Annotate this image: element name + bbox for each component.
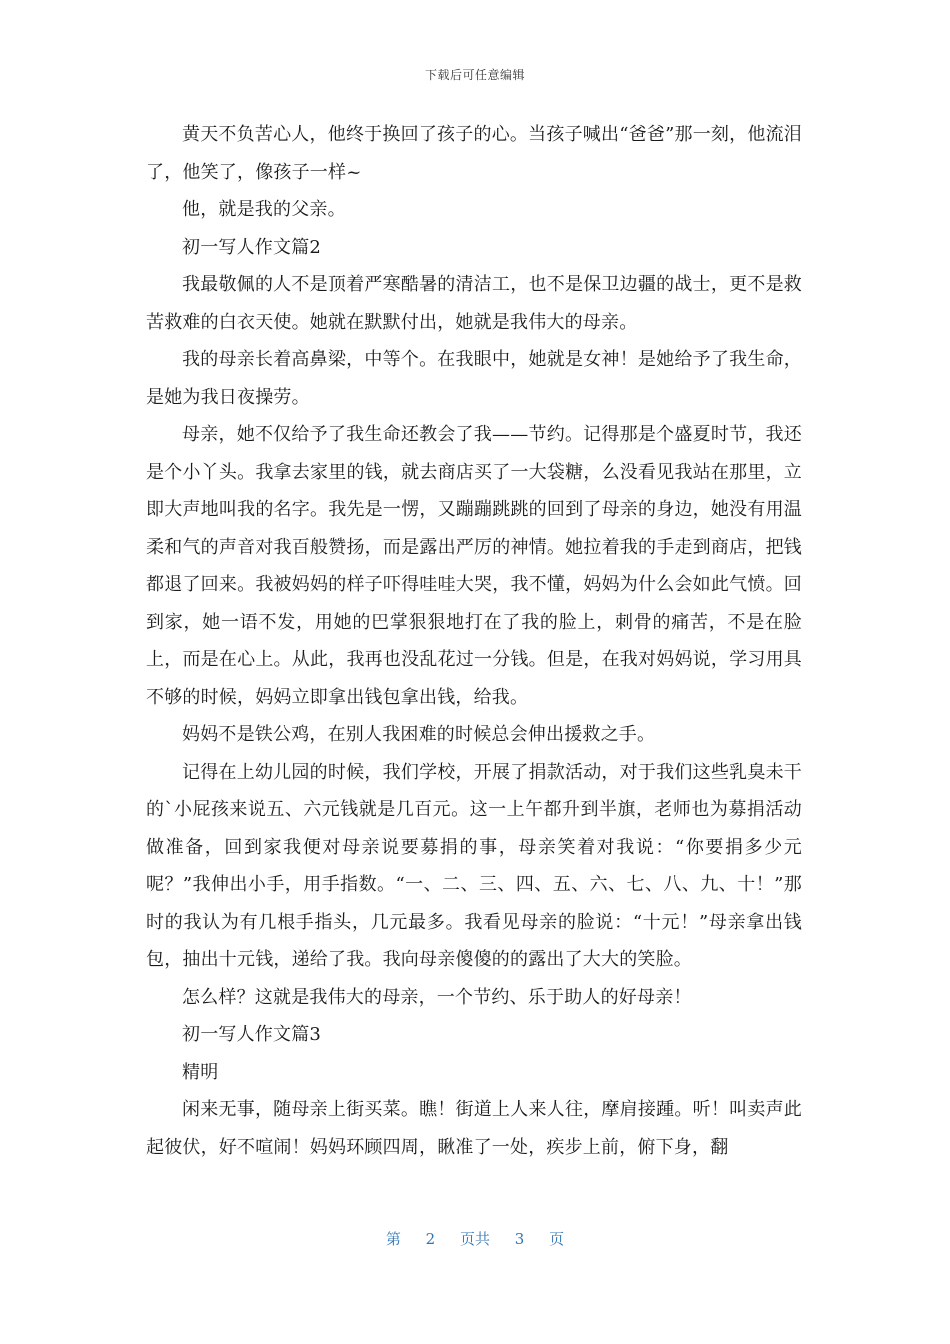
total-pages-number: 3: [514, 1230, 525, 1248]
essay-title: 精明: [182, 1061, 219, 1083]
section-heading-2: 初一写人作文篇2: [182, 236, 322, 258]
section-heading-3: 初一写人作文篇3: [182, 1024, 322, 1045]
document-body: [146, 116, 802, 1166]
page-label-prefix: 第: [385, 1230, 401, 1248]
page-header: 下载后可任意编辑: [424, 68, 525, 82]
paragraph-2: 他，就是我的父亲。: [182, 199, 346, 220]
paragraph-7: 记得在上幼儿园的时候，我们学校，开展了捐款活动，对于我们这些乳臭未干的`小屁孩来说五、六元钱就是几百元。这一上午都升到半旗，老师也为募捐活动做准备，回到家我便对母亲说要募捐的事，母亲笑着对我说：“你要捐多少元呢？”我伸出小手，用手指数。“一、二、三、四、五、六、七、八、九、十！”那时的我认为有几根手指头，几元最多。我看见母亲的脸说：“十元！”母亲拿出钱包，抽出十元钱，递给了我。我向母亲傻傻的的露出了大大的笑脸。: [146, 761, 802, 970]
paragraph-5: 母亲，她不仅给予了我生命还教会了我——节约。记得那是个盛夏时节，我还是个小丫头。我拿去家里的钱，就去商店买了一大袋糖，么没看见我站在那里，立即大声地叫我的名字。我先是一愣，又蹦蹦跳跳的回到了母亲的身边，她没有用温柔和气的声音对我百般赞扬，而是露出严厉的神情。她拉着我的手走到商店，把钱都退了回来。我被妈妈的样子吓得哇哇大哭，我不懂，妈妈为什么会如此气愤。回到家，她一语不发，用她的巴掌狠狠地打在了我的脸上，刺骨的痛苦，不是在脸上，而是在心上。从此，我再也没乱花过一分钱。但是，在我对妈妈说，学习用具不够的时候，妈妈立即拿出钱包拿出钱，给我。: [146, 424, 802, 708]
paragraph-3: 我最敬佩的人不是顶着严寒酷暑的清洁工，也不是保卫边疆的战士，更不是救苦救难的白衣天使。她就在默默付出，她就是我伟大的母亲。: [146, 274, 802, 333]
current-page-number: 2: [425, 1230, 436, 1248]
page-footer: [0, 1228, 950, 1249]
paragraph-8: 怎么样？这就是我伟大的母亲，一个节约、乐于助人的好母亲！: [182, 986, 692, 1008]
page-label-mid: 页共: [459, 1230, 490, 1248]
paragraph-6: 妈妈不是铁公鸡，在别人我困难的时候总会伸出援救之手。: [182, 724, 656, 745]
paragraph-1: 黄天不负苦心人，他终于换回了孩子的心。当孩子喊出“爸爸”那一刻，他流泪了，他笑了，像孩子一样~: [146, 124, 802, 183]
paragraph-4: 我的母亲长着高鼻梁，中等个。在我眼中，她就是女神！是她给予了我生命，是她为我日夜操劳。: [146, 349, 802, 408]
paragraph-9: 闲来无事，随母亲上街买菜。瞧！街道上人来人往，摩肩接踵。听！叫卖声此起彼伏，好不喧闹！妈妈环顾四周，瞅准了一处，疾步上前，俯下身，翻: [146, 1099, 802, 1158]
page-label-suffix: 页: [549, 1230, 565, 1248]
